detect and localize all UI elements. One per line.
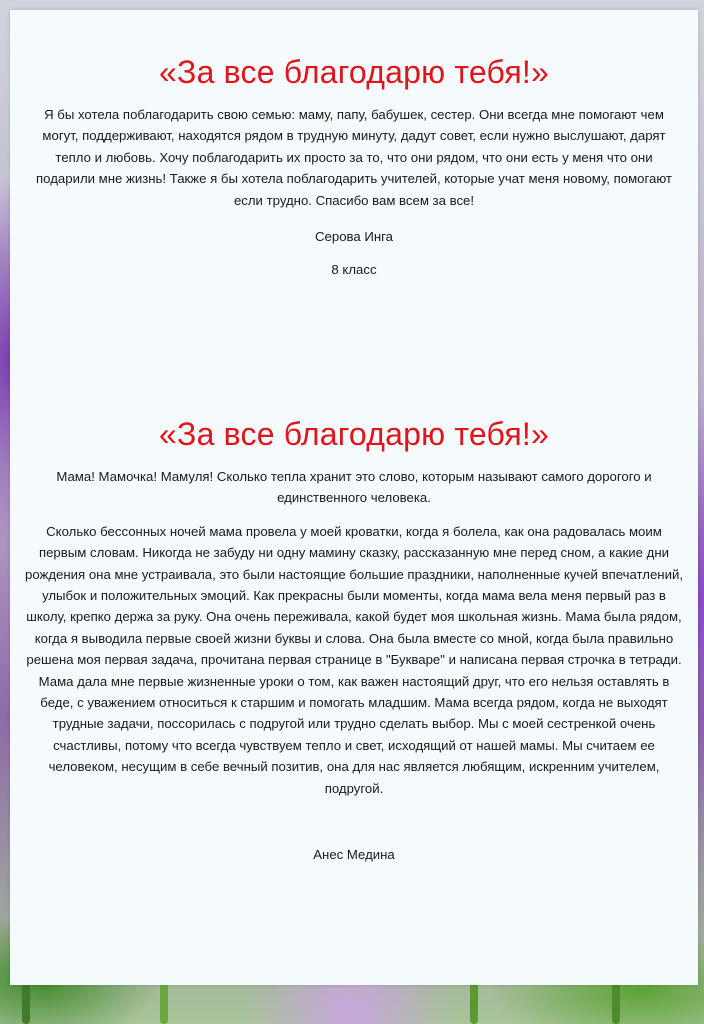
letter-1-body: Я бы хотела поблагодарить свою семью: маму, папу, бабушек, сестер. Они всегда мне помогают чем могут, поддерживают, находятся рядом в трудную минуту, дадут совет, если нужно выслушают, дарят тепло и любовь. Хочу поблагодарить их просто за то, что они рядом, что они есть у меня что они подарили мне жизнь! Также я бы хотела поблагодарить учителей, которые учат меня новому, помогают если трудно. Спасибо вам всем за все! bbox=[36, 107, 672, 208]
letter-2-intro: Мама! Мамочка! Мамуля! Сколько тепла хранит это слово, которым называют самого дорогого и единственного человека. bbox=[56, 469, 652, 506]
letter-2-author: Анес Медина bbox=[313, 847, 395, 863]
letter-2-title: «За все благодарю тебя!» bbox=[159, 416, 549, 452]
letter-1-grade: 8 класс bbox=[331, 262, 377, 278]
letter-2-body: Сколько бессонных ночей мама провела у моей кроватки, когда я болела, как она радовалась моим первым словам. Никогда не забуду ни одну мамину сказку, рассказанную мне перед сном, а какие дни рождения она мне устраивала, это были настоящие большие праздники, наполненные кучей впечатлений, улыбок и положительных эмоций. Как прекрасны были моменты, когда мама вела меня первый раз в школу, крепко держа за руку. Она очень переживала, какой будет моя школьная жизнь. Мама была рядом, когда я выводила первые своей жизни буквы и слова. Она была вместе со мной, когда была правильно решена моя первая задача, прочитана первая странице в "Букваре" и написана первая строчка в тетради. Мама дала мне первые жизненные уроки о том, как важен настоящий друг, что его нельзя оставлять в беде, с уважением относиться к старшим и помогать младшим. Мама всегда рядом, когда не выходят трудные задачи, поссорилась с подругой или трудно сделать выбор. Мы с моей сестренкой очень счастливы, потому что всегда чувствуем тепло и свет, исходящий от нашей мамы. Мы считаем ее человеком, несущим в себе вечный позитив, она для нас является любящим, искренним учителем, подругой. bbox=[25, 523, 683, 796]
letter-1-title: «За все благодарю тебя!» bbox=[159, 54, 549, 90]
letter-1-author: Серова Инга bbox=[315, 229, 393, 245]
letter-2 bbox=[10, 414, 698, 865]
background-flower-stem bbox=[470, 979, 478, 1024]
letter-1 bbox=[10, 52, 698, 280]
letter-sheet bbox=[10, 10, 698, 985]
